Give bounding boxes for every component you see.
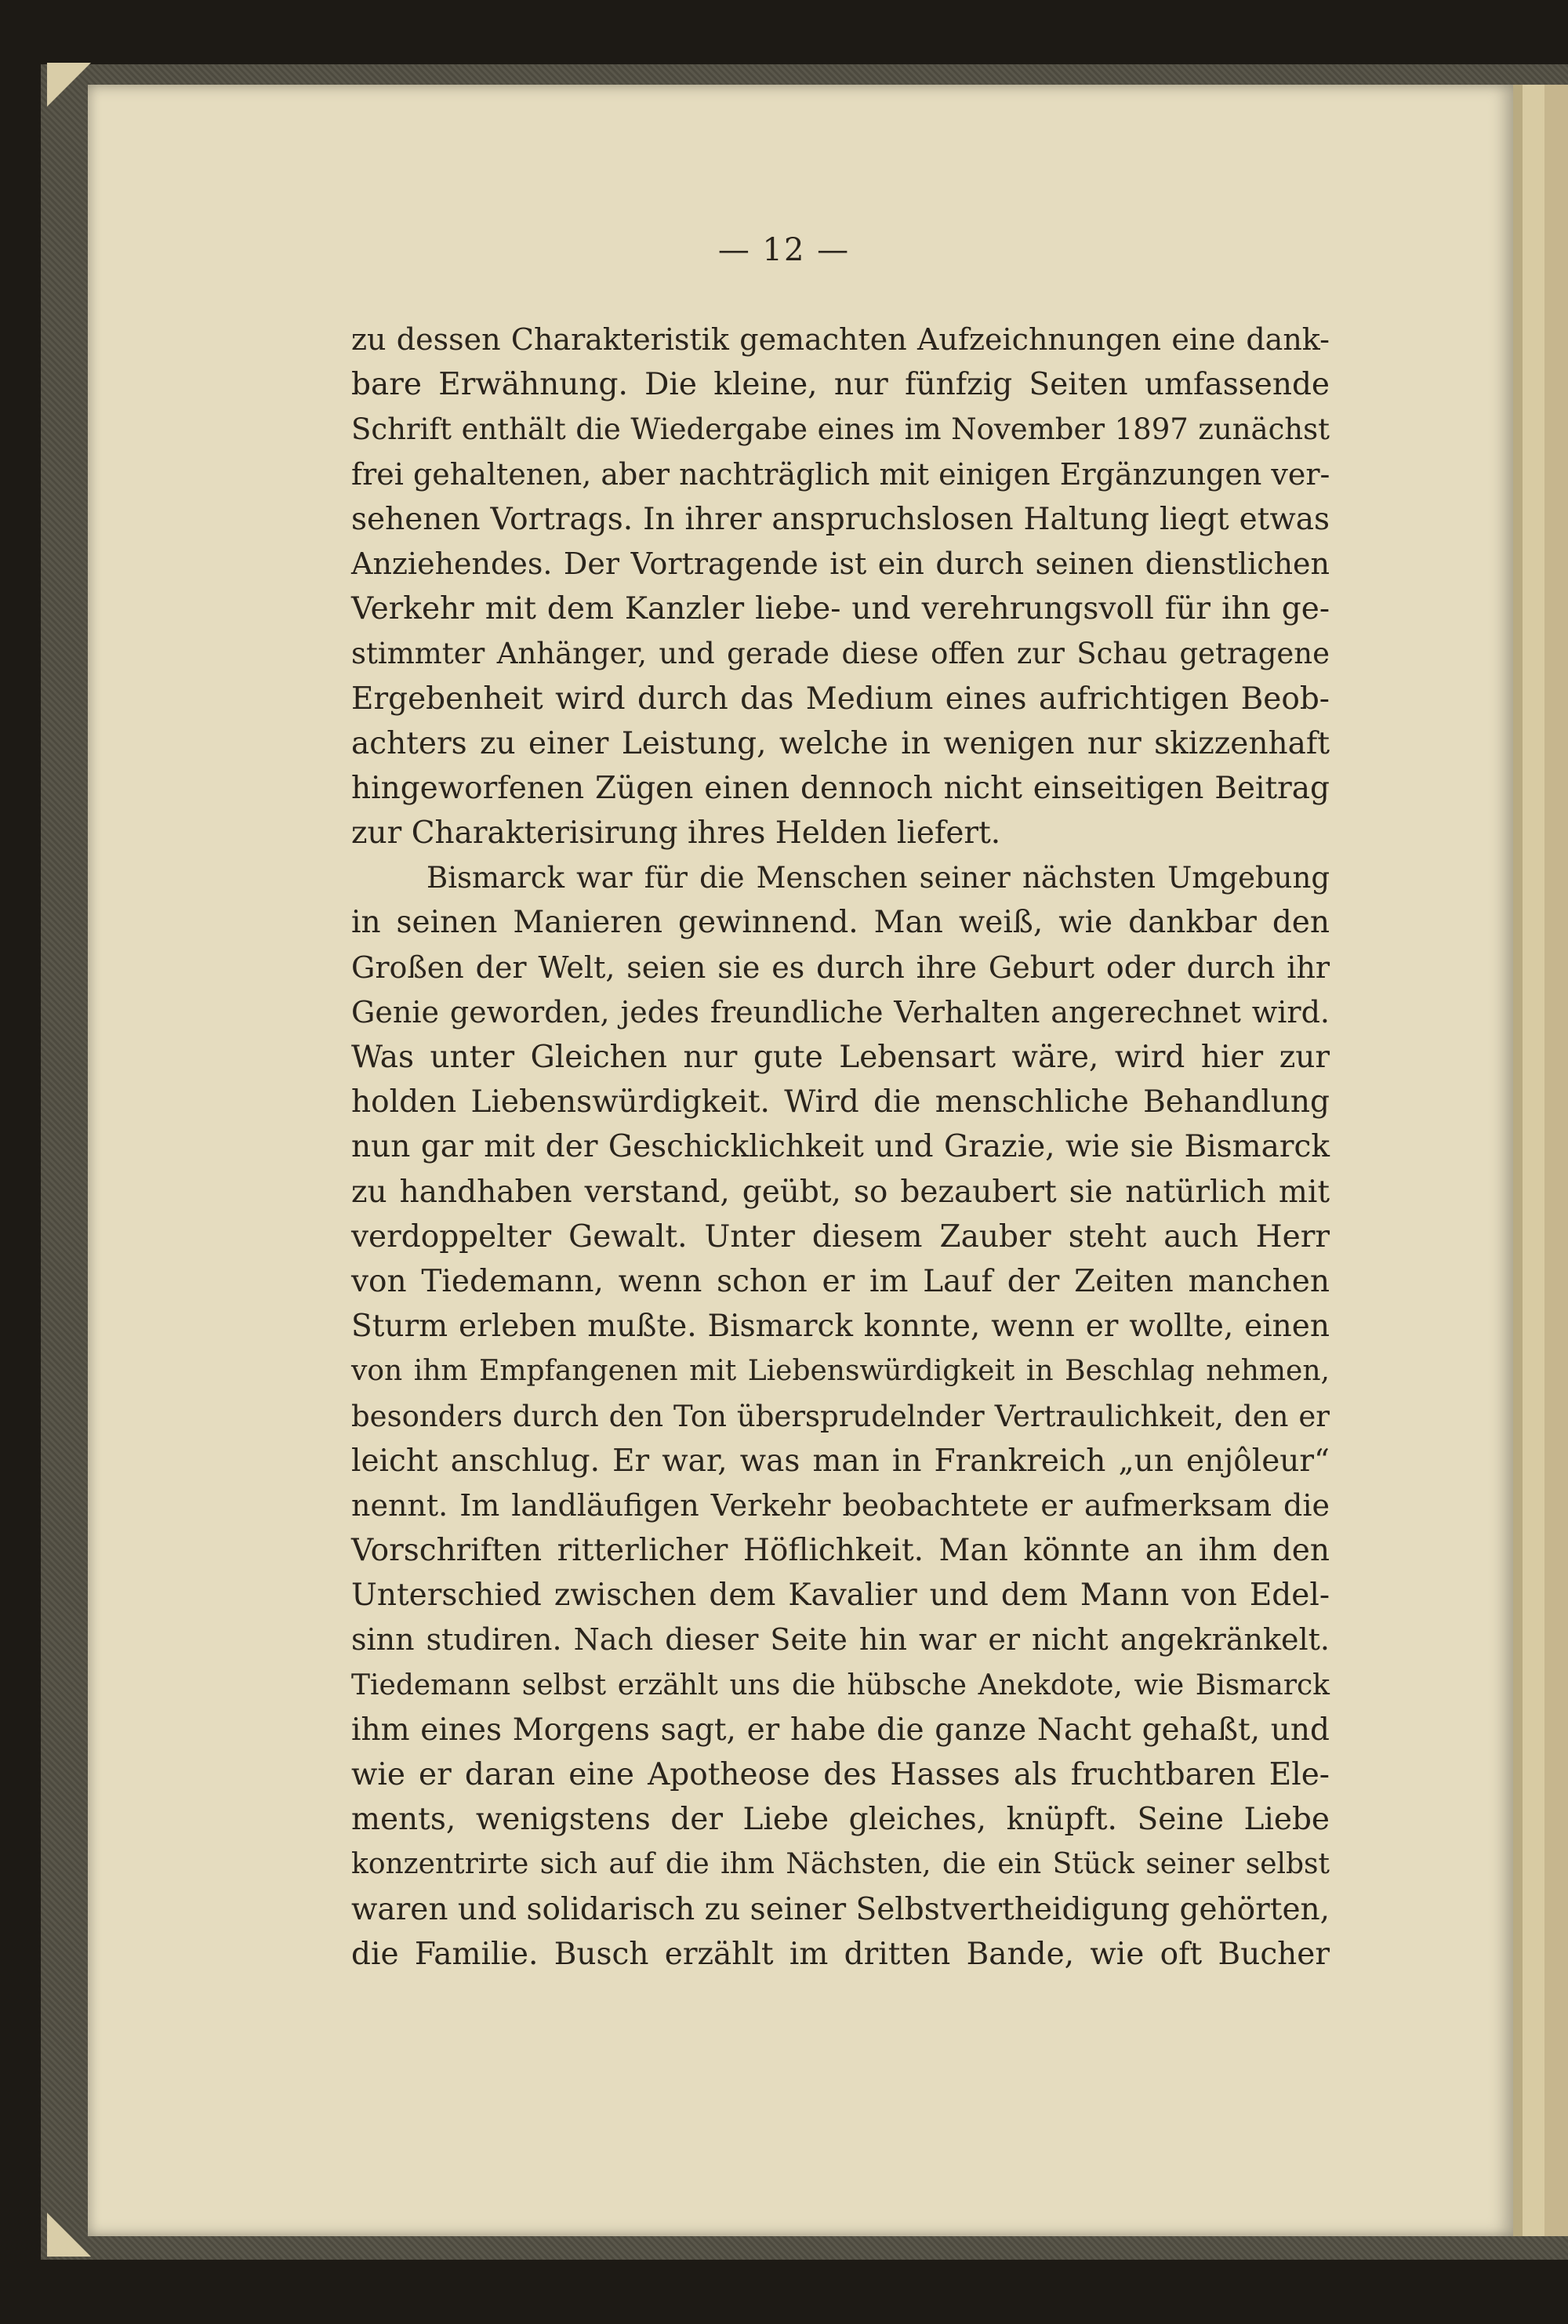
text-line: verdoppelter Gewalt. Unter diesem Zauber steht auch Herr <box>351 1218 1330 1255</box>
text-line: Anziehendes. Der Vortragende ist ein durch seinen dienstlichen <box>351 546 1330 581</box>
text-line: besonders durch den Ton übersprudelnder Vertraulichkeit, den er <box>351 1399 1330 1433</box>
text-line: Vorschriften ritterlicher Höflichkeit. Man könnte an ihm den <box>351 1533 1330 1569</box>
text-line: Tiedemann selbst erzählt uns die hübsche Anekdote, wie Bismarck <box>351 1669 1330 1701</box>
text-line: zu dessen Charakteristik gemachten Aufzeichnungen eine dank- <box>351 322 1330 357</box>
text-line: stimmter Anhänger, und gerade diese offen zur Schau getragene <box>351 637 1330 671</box>
text-line: Schrift enthält die Wiedergabe eines im November 1897 zunächst <box>351 412 1330 447</box>
text-line: Was unter Gleichen nur gute Lebensart wäre, wird hier zur <box>351 1040 1330 1075</box>
text-line: leicht anschlug. Er war, was man in Frankreich „un enjôleur“ <box>351 1443 1330 1479</box>
text-line: Unterschied zwischen dem Kavalier und dem Mann von Edel- <box>351 1578 1330 1614</box>
text-line: nennt. Im landläufigen Verkehr beobachtete er aufmerksam die <box>351 1487 1330 1523</box>
facing-page-edge <box>1513 85 1568 2236</box>
page-number: — 12 — <box>717 232 851 268</box>
text-line: zu handhaben verstand, geübt, so bezaubert sie natürlich mit <box>351 1174 1330 1210</box>
text-line: die Familie. Busch erzählt im dritten Bande, wie oft Bucher <box>351 1936 1330 1972</box>
text-line: sinn studiren. Nach dieser Seite hin war er nicht angekränkelt. <box>351 1622 1330 1658</box>
text-line: ments, wenigstens der Liebe gleiches, knüpft. Seine Liebe <box>351 1802 1330 1838</box>
text-line: von Tiedemann, wenn schon er im Lauf der Zeiten manchen <box>351 1263 1330 1299</box>
text-line: hingeworfenen Zügen einen dennoch nicht einseitigen Beitrag <box>351 770 1330 806</box>
body-text <box>351 318 1330 1977</box>
text-line: holden Liebenswürdigkeit. Wird die menschliche Behandlung <box>351 1084 1330 1120</box>
text-line: waren und solidarisch zu seiner Selbstvertheidigung gehörten, <box>351 1891 1330 1927</box>
text-line: Verkehr mit dem Kanzler liebe- und verehrungsvoll für ihn ge- <box>351 591 1330 627</box>
text-line: konzentrirte sich auf die ihm Nächsten, die ein Stück seiner selbst <box>351 1848 1330 1881</box>
text-line: nun gar mit der Geschicklichkeit und Grazie, wie sie Bismarck <box>351 1129 1330 1165</box>
text-line: in seinen Manieren gewinnend. Man weiß, wie dankbar den <box>351 905 1330 941</box>
text-line: sehenen Vortrags. In ihrer anspruchslosen Haltung liegt etwas <box>351 501 1330 537</box>
text-line: Sturm erleben mußte. Bismarck konnte, wenn er wollte, einen <box>351 1309 1330 1345</box>
text-line: frei gehaltenen, aber nachträglich mit einigen Ergänzungen ver- <box>351 456 1330 492</box>
text-line: zur Charakterisirung ihres Helden liefert. <box>351 815 1001 852</box>
text-line: achters zu einer Leistung, welche in wenigen nur skizzenhaft <box>351 725 1330 761</box>
text-line: Großen der Welt, seien sie es durch ihre Geburt oder durch ihr <box>351 950 1330 985</box>
text-line: bare Erwähnung. Die kleine, nur fünfzig Seiten umfassende <box>351 367 1330 403</box>
text-line: von ihm Empfangenen mit Liebenswürdigkeit in Beschlag nehmen, <box>351 1355 1330 1388</box>
text-line: wie er daran eine Apotheose des Hasses als fruchtbaren Ele- <box>351 1757 1330 1792</box>
text-line: ihm eines Morgens sagt, er habe die ganze Nacht gehaßt, und <box>351 1712 1330 1748</box>
text-line: Genie geworden, jedes freundliche Verhalten angerechnet wird. <box>351 994 1330 1029</box>
text-line: Bismarck war für die Menschen seiner nächsten Umgebung <box>426 861 1330 895</box>
text-line: Ergebenheit wird durch das Medium eines aufrichtigen Beob- <box>351 681 1330 717</box>
